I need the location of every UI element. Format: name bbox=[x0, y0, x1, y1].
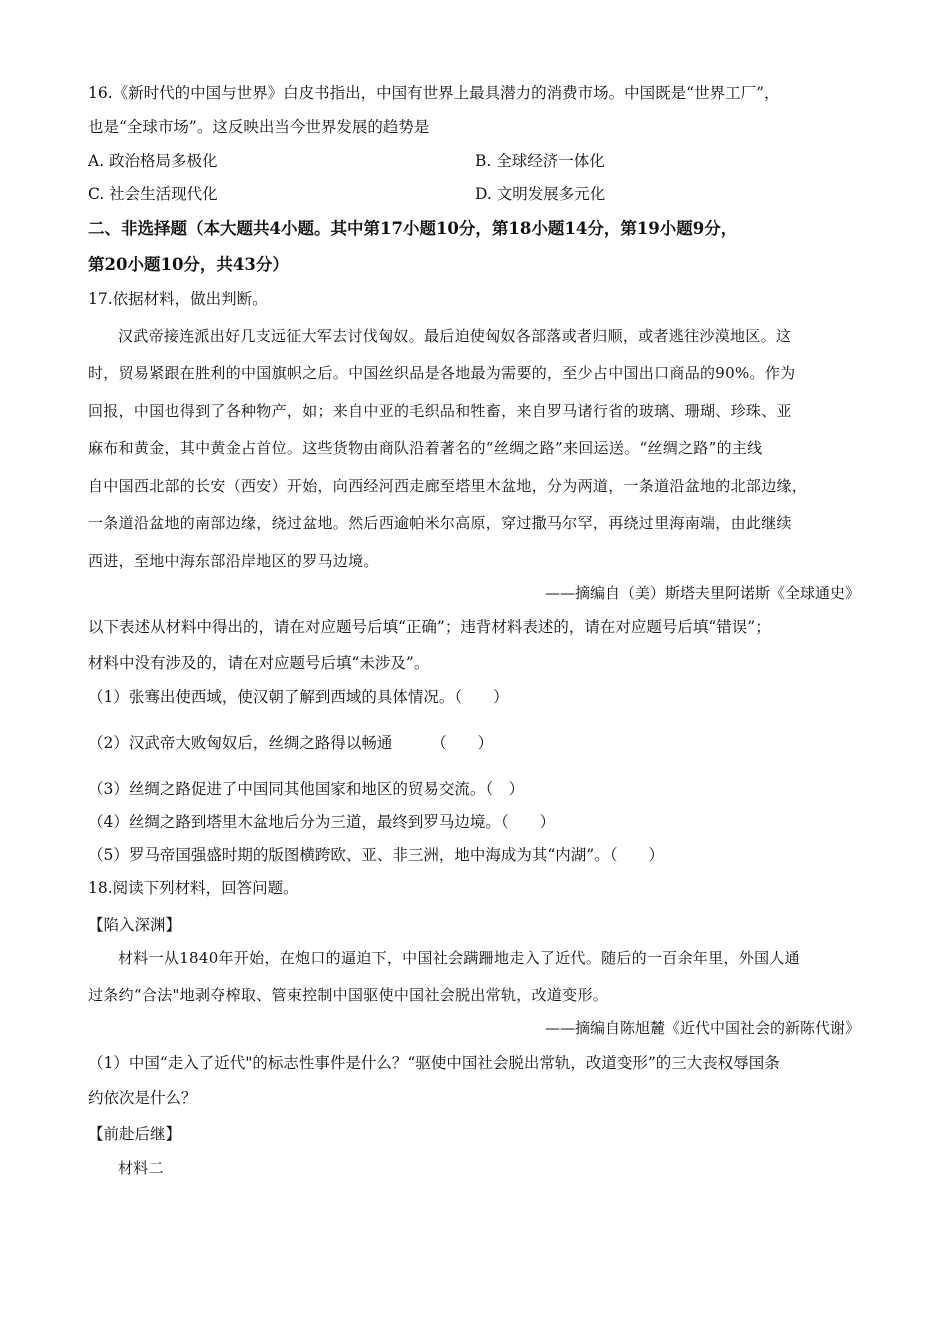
q17-material-line: 回报，中国也得到了各种物产，如；来自中亚的毛织品和牲畜，来自罗马诸行省的玻璃、珊瑚、珍珠、亚 bbox=[88, 402, 792, 420]
q18-heading-2: 【前赴后继】 bbox=[88, 1125, 182, 1143]
q16-option-d: D. 文明发展多元化 bbox=[475, 185, 606, 203]
q17-instruction-line1: 以下表述从材料中得出的，请在对应题号后填“正确”；违背材料表述的，请在对应题号后填“错误”； bbox=[88, 618, 771, 636]
q18-source1: ——摘编自陈旭麓《近代中国社会的新陈代谢》 bbox=[544, 1019, 860, 1037]
section2-heading-line2: 第20小题10分，共43分） bbox=[88, 255, 289, 274]
q16-option-c: C. 社会生活现代化 bbox=[88, 185, 218, 203]
q17-item-5: （5）罗马帝国强盛时期的版图横跨欧、亚、非三洲，地中海成为其“内湖”。（ ） bbox=[88, 846, 664, 864]
q17-item-1: （1）张骞出使西域，使汉朝了解到西域的具体情况。（ ） bbox=[88, 688, 509, 706]
q17-material-line: 自中国西北部的长安（西安）开始，向西经河西走廊至塔里木盆地，分为两道，一条道沿盆地的北部边缘， bbox=[88, 477, 808, 495]
q16-stem-line1: 16.《新时代的中国与世界》白皮书指出，中国有世界上最具潜力的消费市场。中国既是“世界工厂”， bbox=[88, 84, 780, 102]
q17-material-line: 汉武帝接连派出好几支远征大军去讨伐匈奴。最后迫使匈奴各部落或者归顺，或者逃往沙漠地区。这 bbox=[118, 327, 792, 345]
q18-material1-line: 材料一从1840年开始，在炮口的逼迫下，中国社会蹒跚地走入了近代。随后的一百余年里，外国人通 bbox=[118, 949, 800, 967]
q17-material-line: 时，贸易紧跟在胜利的中国旗帜之后。中国丝织品是各地最为需要的，至少占中国出口商品的90%。作为 bbox=[88, 364, 796, 382]
q16-stem-line2: 也是“全球市场”。这反映出当今世界发展的趋势是 bbox=[88, 118, 430, 136]
q17-material-line: 麻布和黄金，其中黄金占首位。这些货物由商队沿着著名的“丝绸之路”来回运送。“丝绸之路”的主线 bbox=[88, 439, 763, 457]
q17-item-2: （2）汉武帝大败匈奴后，丝绸之路得以畅通 （ ） bbox=[88, 734, 494, 752]
q16-option-a: A. 政治格局多极化 bbox=[88, 152, 218, 170]
q18-stem: 18.阅读下列材料，回答问题。 bbox=[88, 879, 299, 897]
q17-material-line: 一条道沿盆地的南部边缘，绕过盆地。然后西逾帕米尔高原，穿过撒马尔罕，再绕过里海南端，由此继续 bbox=[88, 514, 792, 532]
q17-source: ——摘编自（美）斯塔夫里阿诺斯《全球通史》 bbox=[544, 584, 860, 602]
q18-material2-label: 材料二 bbox=[118, 1159, 164, 1177]
q18-question1-line1: （1）中国“走入了近代"的标志性事件是什么？“驱使中国社会脱出常轨，改道变形”的三大丧权辱国条 bbox=[88, 1054, 780, 1072]
q18-heading-1: 【陷入深渊】 bbox=[88, 916, 182, 934]
section2-heading-line1: 二、非选择题（本大题共4小题。其中第17小题10分，第18小题14分，第19小题9分， bbox=[88, 219, 738, 238]
q18-question1-line2: 约依次是什么？ bbox=[88, 1089, 197, 1107]
q17-stem: 17.依据材料，做出判断。 bbox=[88, 290, 268, 308]
q17-material-line: 西进，至地中海东部沿岸地区的罗马边境。 bbox=[88, 552, 379, 570]
q18-material1-line: 过条约“合法"地剥夺榨取、管束控制中国驱使中国社会脱出常轨，改道变形。 bbox=[88, 986, 609, 1004]
q17-item-4: （4）丝绸之路到塔里木盆地后分为三道，最终到罗马边境。（ ） bbox=[88, 813, 556, 831]
q17-item-3: （3）丝绸之路促进了中国同其他国家和地区的贸易交流。（ ） bbox=[88, 780, 525, 798]
q16-option-b: B. 全球经济一体化 bbox=[475, 152, 605, 170]
q17-instruction-line2: 材料中没有涉及的，请在对应题号后填“未涉及”。 bbox=[88, 654, 430, 672]
